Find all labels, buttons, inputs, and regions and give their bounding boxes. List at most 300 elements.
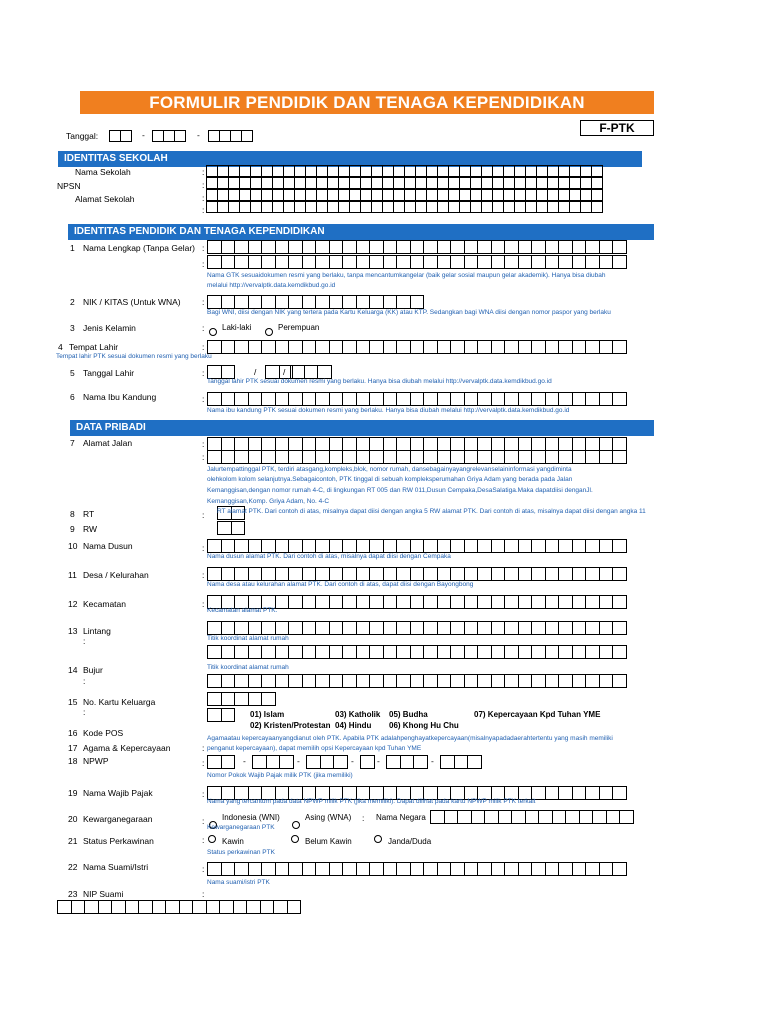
char-box[interactable]: [491, 255, 506, 269]
char-box[interactable]: [423, 450, 438, 464]
char-box[interactable]: [430, 810, 445, 824]
char-box[interactable]: [464, 240, 479, 254]
char-box[interactable]: [477, 437, 492, 451]
char-box[interactable]: [545, 240, 560, 254]
bujur-boxes[interactable]: [207, 674, 627, 688]
char-box[interactable]: [261, 240, 276, 254]
char-box[interactable]: [315, 645, 330, 659]
char-box[interactable]: [619, 810, 634, 824]
char-box[interactable]: [531, 255, 546, 269]
char-box[interactable]: [467, 755, 482, 769]
char-box[interactable]: [261, 692, 276, 706]
nama-negara-boxes[interactable]: [430, 810, 634, 824]
char-box[interactable]: [585, 567, 600, 581]
char-box[interactable]: [356, 539, 371, 553]
npwp-boxes-3[interactable]: [306, 755, 348, 769]
char-box[interactable]: [491, 240, 506, 254]
char-box[interactable]: [329, 862, 344, 876]
char-box[interactable]: [288, 437, 303, 451]
char-box[interactable]: [450, 862, 465, 876]
char-box[interactable]: [599, 786, 614, 800]
tanggal-year-boxes[interactable]: [208, 130, 253, 142]
char-box[interactable]: [356, 340, 371, 354]
char-box[interactable]: [248, 437, 263, 451]
char-box[interactable]: [423, 255, 438, 269]
belum-kawin-radio[interactable]: [291, 835, 299, 843]
char-box[interactable]: [410, 862, 425, 876]
char-box[interactable]: [207, 240, 222, 254]
char-box[interactable]: [252, 755, 267, 769]
npsn-boxes[interactable]: [206, 177, 603, 189]
char-box[interactable]: [288, 595, 303, 609]
char-box[interactable]: [248, 450, 263, 464]
char-box[interactable]: [464, 255, 479, 269]
char-box[interactable]: [592, 810, 607, 824]
char-box[interactable]: [383, 295, 398, 309]
char-box[interactable]: [440, 755, 455, 769]
char-box[interactable]: [179, 900, 194, 914]
char-box[interactable]: [221, 340, 236, 354]
char-box[interactable]: [221, 295, 236, 309]
char-box[interactable]: [477, 862, 492, 876]
char-box[interactable]: [383, 595, 398, 609]
char-box[interactable]: [356, 255, 371, 269]
char-box[interactable]: [454, 755, 469, 769]
char-box[interactable]: [504, 340, 519, 354]
char-box[interactable]: [477, 567, 492, 581]
char-box[interactable]: [572, 255, 587, 269]
char-box[interactable]: [518, 392, 533, 406]
char-box[interactable]: [612, 567, 627, 581]
char-box[interactable]: [612, 539, 627, 553]
char-box[interactable]: [333, 755, 348, 769]
char-box[interactable]: [315, 340, 330, 354]
char-box[interactable]: [437, 595, 452, 609]
char-box[interactable]: [585, 340, 600, 354]
npwp-boxes-1[interactable]: [207, 755, 235, 769]
char-box[interactable]: [234, 450, 249, 464]
char-box[interactable]: [207, 437, 222, 451]
char-box[interactable]: [410, 240, 425, 254]
char-box[interactable]: [450, 437, 465, 451]
char-box[interactable]: [504, 392, 519, 406]
char-box[interactable]: [477, 595, 492, 609]
char-box[interactable]: [261, 450, 276, 464]
char-box[interactable]: [437, 674, 452, 688]
char-box[interactable]: [396, 862, 411, 876]
kartu-keluarga-boxes[interactable]: [207, 692, 276, 706]
char-box[interactable]: [504, 645, 519, 659]
char-box[interactable]: [504, 595, 519, 609]
char-box[interactable]: [302, 392, 317, 406]
tanggal-day-boxes[interactable]: [109, 130, 132, 142]
char-box[interactable]: [585, 255, 600, 269]
char-box[interactable]: [383, 539, 398, 553]
char-box[interactable]: [464, 392, 479, 406]
char-box[interactable]: [302, 862, 317, 876]
char-box[interactable]: [612, 340, 627, 354]
char-box[interactable]: [518, 240, 533, 254]
char-box[interactable]: [315, 674, 330, 688]
char-box[interactable]: [396, 295, 411, 309]
char-box[interactable]: [423, 392, 438, 406]
char-box[interactable]: [504, 450, 519, 464]
char-box[interactable]: [275, 240, 290, 254]
char-box[interactable]: [491, 862, 506, 876]
char-box[interactable]: [221, 450, 236, 464]
char-box[interactable]: [261, 340, 276, 354]
char-box[interactable]: [545, 862, 560, 876]
char-box[interactable]: [342, 567, 357, 581]
char-box[interactable]: [369, 450, 384, 464]
char-box[interactable]: [369, 240, 384, 254]
char-box[interactable]: [599, 392, 614, 406]
char-box[interactable]: [356, 674, 371, 688]
char-box[interactable]: [234, 674, 249, 688]
char-box[interactable]: [437, 621, 452, 635]
char-box[interactable]: [234, 692, 249, 706]
char-box[interactable]: [288, 340, 303, 354]
char-box[interactable]: [396, 645, 411, 659]
char-box[interactable]: [464, 567, 479, 581]
alamat-sekolah-boxes-2[interactable]: [206, 201, 603, 213]
char-box[interactable]: [572, 539, 587, 553]
char-box[interactable]: [450, 674, 465, 688]
char-box[interactable]: [302, 674, 317, 688]
char-box[interactable]: [329, 240, 344, 254]
char-box[interactable]: [545, 437, 560, 451]
char-box[interactable]: [518, 862, 533, 876]
char-box[interactable]: [383, 240, 398, 254]
char-box[interactable]: [504, 255, 519, 269]
char-box[interactable]: [612, 621, 627, 635]
char-box[interactable]: [437, 567, 452, 581]
char-box[interactable]: [572, 240, 587, 254]
nama-suami-istri-boxes[interactable]: [207, 862, 627, 876]
char-box[interactable]: [234, 255, 249, 269]
char-box[interactable]: [342, 240, 357, 254]
npwp-boxes-6[interactable]: [440, 755, 482, 769]
char-box[interactable]: [518, 567, 533, 581]
char-box[interactable]: [572, 567, 587, 581]
char-box[interactable]: [217, 521, 232, 535]
char-box[interactable]: [558, 392, 573, 406]
char-box[interactable]: [410, 674, 425, 688]
char-box[interactable]: [423, 539, 438, 553]
char-box[interactable]: [221, 708, 236, 722]
char-box[interactable]: [383, 567, 398, 581]
char-box[interactable]: [288, 674, 303, 688]
char-box[interactable]: [221, 645, 236, 659]
char-box[interactable]: [329, 595, 344, 609]
char-box[interactable]: [221, 674, 236, 688]
char-box[interactable]: [356, 450, 371, 464]
char-box[interactable]: [518, 539, 533, 553]
char-box[interactable]: [423, 567, 438, 581]
char-box[interactable]: [342, 674, 357, 688]
char-box[interactable]: [518, 450, 533, 464]
char-box[interactable]: [302, 450, 317, 464]
char-box[interactable]: [585, 392, 600, 406]
char-box[interactable]: [342, 539, 357, 553]
char-box[interactable]: [248, 240, 263, 254]
char-box[interactable]: [585, 595, 600, 609]
char-box[interactable]: [518, 674, 533, 688]
lintang-boxes-1[interactable]: [207, 621, 627, 635]
char-box[interactable]: [558, 786, 573, 800]
char-box[interactable]: [383, 450, 398, 464]
char-box[interactable]: [315, 392, 330, 406]
char-box[interactable]: [410, 392, 425, 406]
char-box[interactable]: [234, 645, 249, 659]
char-box[interactable]: [504, 862, 519, 876]
char-box[interactable]: [410, 621, 425, 635]
char-box[interactable]: [342, 450, 357, 464]
char-box[interactable]: [206, 900, 221, 914]
char-box[interactable]: [207, 392, 222, 406]
char-box[interactable]: [545, 595, 560, 609]
char-box[interactable]: [599, 255, 614, 269]
char-box[interactable]: [612, 862, 627, 876]
char-box[interactable]: [275, 539, 290, 553]
char-box[interactable]: [342, 645, 357, 659]
char-box[interactable]: [356, 862, 371, 876]
char-box[interactable]: [275, 450, 290, 464]
char-box[interactable]: [491, 450, 506, 464]
char-box[interactable]: [585, 621, 600, 635]
char-box[interactable]: [248, 621, 263, 635]
char-box[interactable]: [558, 567, 573, 581]
char-box[interactable]: [545, 786, 560, 800]
char-box[interactable]: [342, 621, 357, 635]
char-box[interactable]: [329, 621, 344, 635]
char-box[interactable]: [207, 539, 222, 553]
char-box[interactable]: [450, 567, 465, 581]
char-box[interactable]: [531, 567, 546, 581]
char-box[interactable]: [302, 539, 317, 553]
char-box[interactable]: [558, 437, 573, 451]
char-box[interactable]: [572, 674, 587, 688]
char-box[interactable]: [329, 340, 344, 354]
alamat-jalan-boxes-1[interactable]: [207, 437, 627, 451]
char-box[interactable]: [342, 340, 357, 354]
char-box[interactable]: [396, 437, 411, 451]
char-box[interactable]: [518, 437, 533, 451]
char-box[interactable]: [585, 645, 600, 659]
char-box[interactable]: [71, 900, 86, 914]
char-box[interactable]: [315, 255, 330, 269]
char-box[interactable]: [261, 621, 276, 635]
char-box[interactable]: [572, 645, 587, 659]
char-box[interactable]: [410, 450, 425, 464]
char-box[interactable]: [302, 255, 317, 269]
char-box[interactable]: [396, 595, 411, 609]
char-box[interactable]: [491, 437, 506, 451]
char-box[interactable]: [518, 621, 533, 635]
char-box[interactable]: [342, 255, 357, 269]
char-box[interactable]: [572, 786, 587, 800]
char-box[interactable]: [207, 645, 222, 659]
char-box[interactable]: [450, 240, 465, 254]
char-box[interactable]: [207, 692, 222, 706]
char-box[interactable]: [612, 437, 627, 451]
char-box[interactable]: [246, 900, 261, 914]
char-box[interactable]: [585, 786, 600, 800]
char-box[interactable]: [585, 862, 600, 876]
char-box[interactable]: [477, 539, 492, 553]
char-box[interactable]: [450, 595, 465, 609]
char-box[interactable]: [383, 621, 398, 635]
char-box[interactable]: [396, 240, 411, 254]
char-box[interactable]: [383, 392, 398, 406]
char-box[interactable]: [531, 392, 546, 406]
char-box[interactable]: [437, 645, 452, 659]
char-box[interactable]: [423, 437, 438, 451]
char-box[interactable]: [410, 645, 425, 659]
nama-lengkap-boxes-1[interactable]: [207, 240, 627, 254]
char-box[interactable]: [525, 810, 540, 824]
char-box[interactable]: [531, 862, 546, 876]
char-box[interactable]: [511, 810, 526, 824]
char-box[interactable]: [477, 621, 492, 635]
char-box[interactable]: [221, 755, 236, 769]
tempat-lahir-boxes[interactable]: [207, 340, 627, 354]
char-box[interactable]: [261, 539, 276, 553]
char-box[interactable]: [383, 340, 398, 354]
char-box[interactable]: [356, 621, 371, 635]
char-box[interactable]: [288, 862, 303, 876]
char-box[interactable]: [410, 539, 425, 553]
char-box[interactable]: [491, 645, 506, 659]
char-box[interactable]: [315, 295, 330, 309]
char-box[interactable]: [477, 340, 492, 354]
char-box[interactable]: [383, 437, 398, 451]
char-box[interactable]: [612, 786, 627, 800]
char-box[interactable]: [572, 595, 587, 609]
char-box[interactable]: [221, 437, 236, 451]
char-box[interactable]: [531, 621, 546, 635]
char-box[interactable]: [484, 810, 499, 824]
char-box[interactable]: [599, 340, 614, 354]
char-box[interactable]: [423, 645, 438, 659]
char-box[interactable]: [288, 621, 303, 635]
char-box[interactable]: [248, 645, 263, 659]
char-box[interactable]: [410, 295, 425, 309]
char-box[interactable]: [572, 621, 587, 635]
char-box[interactable]: [464, 437, 479, 451]
char-box[interactable]: [531, 340, 546, 354]
char-box[interactable]: [266, 755, 281, 769]
char-box[interactable]: [221, 392, 236, 406]
char-box[interactable]: [477, 450, 492, 464]
char-box[interactable]: [504, 240, 519, 254]
char-box[interactable]: [565, 810, 580, 824]
char-box[interactable]: [234, 567, 249, 581]
char-box[interactable]: [306, 755, 321, 769]
char-box[interactable]: [558, 240, 573, 254]
char-box[interactable]: [234, 240, 249, 254]
char-box[interactable]: [383, 674, 398, 688]
char-box[interactable]: [302, 240, 317, 254]
char-box[interactable]: [111, 900, 126, 914]
char-box[interactable]: [437, 340, 452, 354]
char-box[interactable]: [369, 255, 384, 269]
char-box[interactable]: [471, 810, 486, 824]
char-box[interactable]: [315, 450, 330, 464]
char-box[interactable]: [599, 240, 614, 254]
char-box[interactable]: [221, 255, 236, 269]
char-box[interactable]: [221, 240, 236, 254]
char-box[interactable]: [342, 392, 357, 406]
char-box[interactable]: [279, 755, 294, 769]
char-box[interactable]: [369, 392, 384, 406]
char-box[interactable]: [450, 450, 465, 464]
char-box[interactable]: [248, 255, 263, 269]
char-box[interactable]: [207, 755, 222, 769]
char-box[interactable]: [491, 539, 506, 553]
char-box[interactable]: [450, 255, 465, 269]
char-box[interactable]: [302, 621, 317, 635]
char-box[interactable]: [545, 621, 560, 635]
char-box[interactable]: [98, 900, 113, 914]
char-box[interactable]: [464, 645, 479, 659]
char-box[interactable]: [572, 862, 587, 876]
char-box[interactable]: [288, 240, 303, 254]
char-box[interactable]: [261, 295, 276, 309]
char-box[interactable]: [234, 437, 249, 451]
char-box[interactable]: [207, 567, 222, 581]
char-box[interactable]: [491, 340, 506, 354]
char-box[interactable]: [261, 255, 276, 269]
perempuan-radio[interactable]: [265, 328, 273, 336]
char-box[interactable]: [457, 810, 472, 824]
laki-laki-radio[interactable]: [209, 328, 217, 336]
char-box[interactable]: [248, 295, 263, 309]
char-box[interactable]: [386, 755, 401, 769]
char-box[interactable]: [450, 539, 465, 553]
char-box[interactable]: [558, 645, 573, 659]
char-box[interactable]: [464, 450, 479, 464]
char-box[interactable]: [518, 340, 533, 354]
nik-boxes[interactable]: [207, 295, 424, 309]
char-box[interactable]: [221, 621, 236, 635]
kawin-radio[interactable]: [208, 835, 216, 843]
char-box[interactable]: [410, 595, 425, 609]
char-box[interactable]: [477, 240, 492, 254]
char-box[interactable]: [396, 392, 411, 406]
char-box[interactable]: [599, 595, 614, 609]
char-box[interactable]: [356, 645, 371, 659]
char-box[interactable]: [518, 645, 533, 659]
char-box[interactable]: [464, 595, 479, 609]
char-box[interactable]: [599, 450, 614, 464]
char-box[interactable]: [558, 340, 573, 354]
char-box[interactable]: [612, 255, 627, 269]
char-box[interactable]: [288, 255, 303, 269]
char-box[interactable]: [234, 862, 249, 876]
char-box[interactable]: [606, 810, 621, 824]
char-box[interactable]: [464, 674, 479, 688]
char-box[interactable]: [369, 567, 384, 581]
char-box[interactable]: [356, 295, 371, 309]
char-box[interactable]: [498, 810, 513, 824]
char-box[interactable]: [531, 674, 546, 688]
char-box[interactable]: [231, 521, 246, 535]
char-box[interactable]: [288, 295, 303, 309]
char-box[interactable]: [275, 437, 290, 451]
char-box[interactable]: [450, 392, 465, 406]
char-box[interactable]: [57, 900, 72, 914]
